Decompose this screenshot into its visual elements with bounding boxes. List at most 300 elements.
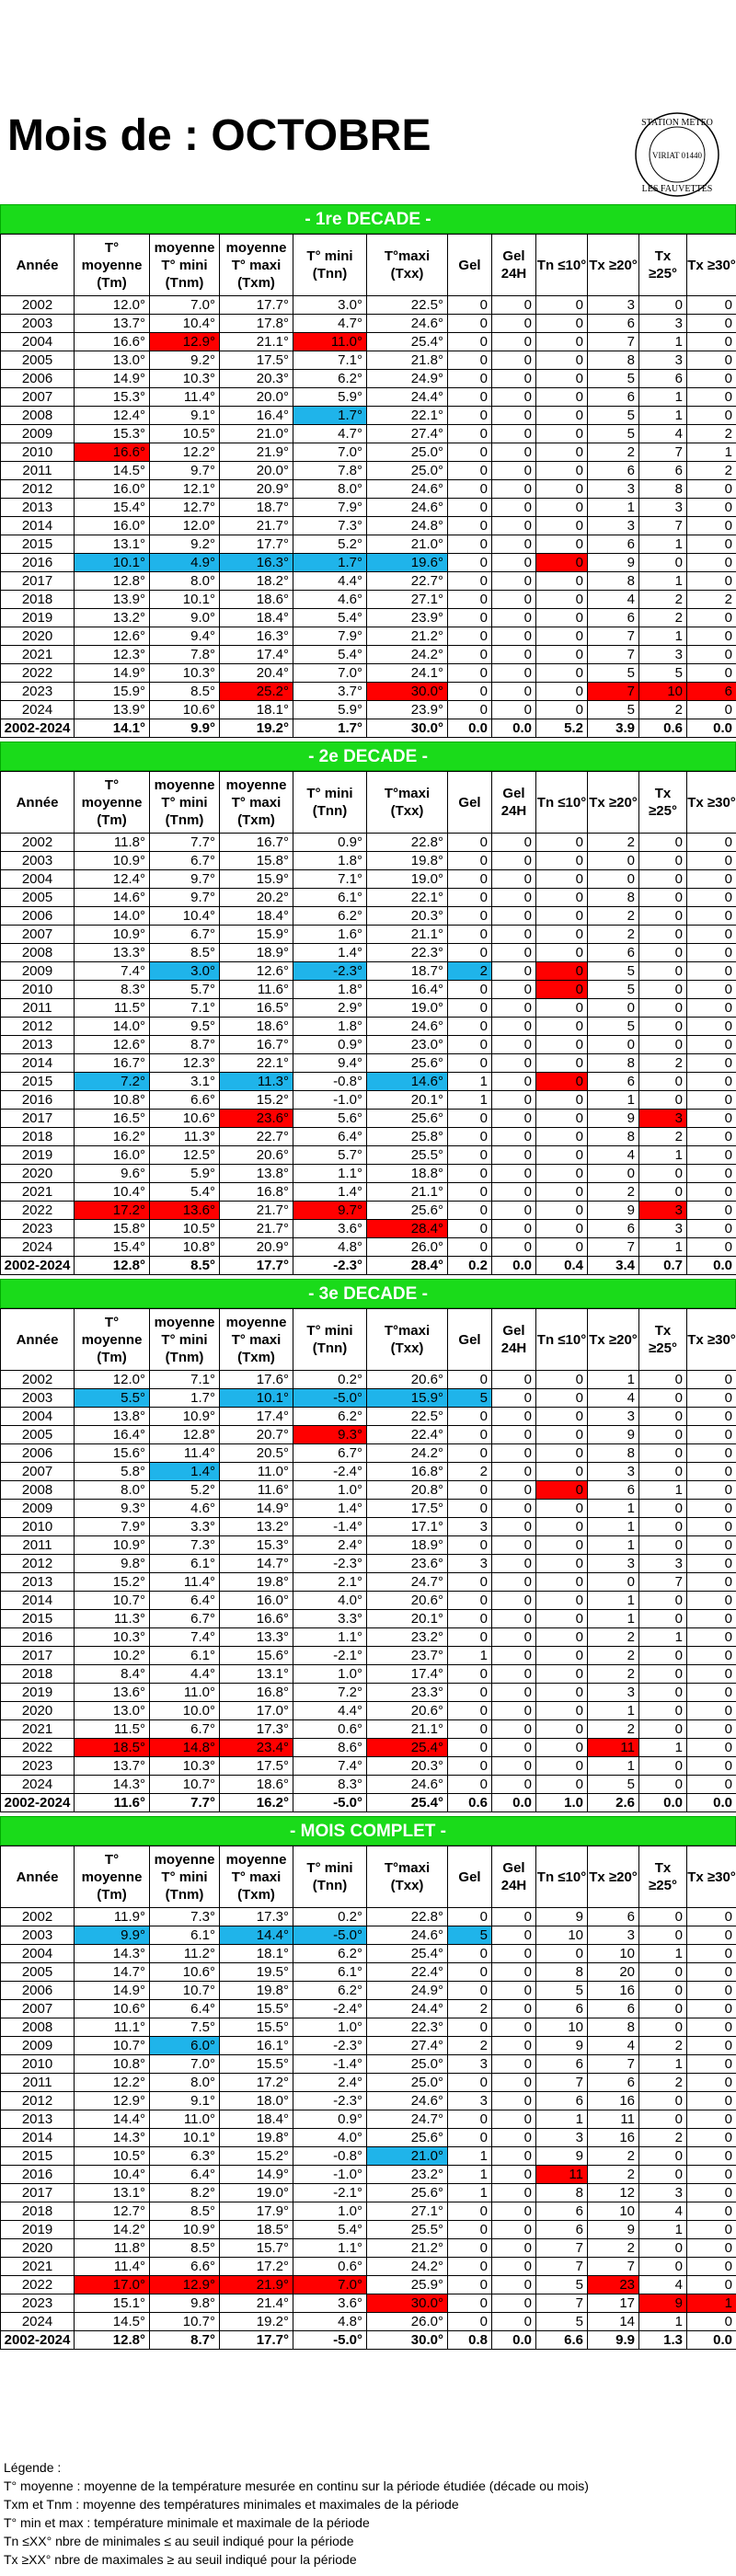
table-cell: 12.6° — [75, 627, 150, 646]
table-cell: 0 — [492, 591, 536, 609]
table-cell: 2013 — [1, 1036, 75, 1054]
table-cell: 1 — [448, 2147, 492, 2166]
table-cell: 2 — [448, 1463, 492, 1481]
table-cell: 4.0° — [293, 1592, 367, 1610]
table-cell: 0 — [448, 2313, 492, 2331]
table-cell: 0 — [687, 1073, 736, 1091]
table-cell: 0 — [536, 627, 588, 646]
table-cell: 1 — [639, 388, 687, 407]
table-cell: 21.0° — [367, 535, 448, 554]
table-cell: 0 — [639, 999, 687, 1018]
table-cell: 24.6° — [367, 1018, 448, 1036]
table-cell: 8 — [588, 351, 639, 370]
table-cell: 0 — [448, 1036, 492, 1054]
summary-cell: 1.3 — [639, 2331, 687, 2350]
summary-cell: 1.7° — [293, 719, 367, 738]
table-cell: 6.1° — [293, 1963, 367, 1982]
table-cell: 0 — [639, 1757, 687, 1776]
table-cell: 0 — [492, 2018, 536, 2037]
table-cell: 0 — [687, 1592, 736, 1610]
table-cell: -2.1° — [293, 2184, 367, 2202]
table-cell: 0 — [536, 443, 588, 462]
table-cell: 20.5° — [220, 1444, 293, 1463]
table-cell: 2024 — [1, 1238, 75, 1257]
table-cell: 3 — [536, 2129, 588, 2147]
table-cell: 0 — [639, 1408, 687, 1426]
table-cell: 8 — [588, 1128, 639, 1146]
table-cell: 3 — [639, 646, 687, 664]
column-header: T° mini (Tnn) — [293, 1846, 367, 1908]
table-cell: 1 — [639, 2055, 687, 2074]
table-cell: 15.6° — [75, 1444, 150, 1463]
table-cell: 0 — [639, 1776, 687, 1794]
table-cell: 0 — [536, 852, 588, 870]
table-row — [1, 407, 736, 425]
table-cell: 0 — [448, 1165, 492, 1183]
table-cell: 0 — [687, 1702, 736, 1720]
table-cell: 26.0° — [367, 1238, 448, 1257]
table-cell: 0 — [536, 1536, 588, 1555]
table-cell: 0 — [639, 2166, 687, 2184]
table-cell: 2008 — [1, 2018, 75, 2037]
table-cell: 0 — [448, 2074, 492, 2092]
table-cell: 0 — [687, 2258, 736, 2276]
table-row — [1, 1610, 736, 1628]
table-cell: 6 — [536, 2221, 588, 2239]
summary-cell: 30.0° — [367, 2331, 448, 2350]
table-row — [1, 2110, 736, 2129]
table-cell: 10.1° — [150, 591, 220, 609]
table-cell: 0 — [492, 1036, 536, 1054]
table-cell: 3 — [639, 499, 687, 517]
table-cell: 3 — [639, 1110, 687, 1128]
table-cell: 0 — [687, 388, 736, 407]
column-header: moyenne T° mini (Tnm) — [150, 1309, 220, 1371]
column-header: Tx ≥30° — [687, 772, 736, 834]
column-header: Année — [1, 1309, 75, 1371]
table-cell: 1.4° — [293, 1500, 367, 1518]
table-cell: 0 — [492, 1054, 536, 1073]
table-cell: 7 — [536, 2294, 588, 2313]
table-cell: 0 — [639, 1684, 687, 1702]
table-cell: 0 — [639, 1073, 687, 1091]
table-cell: 18.5° — [75, 1739, 150, 1757]
column-header: Année — [1, 1846, 75, 1908]
table-cell: 24.7° — [367, 2110, 448, 2129]
table-cell: 6 — [536, 2000, 588, 2018]
table-cell: 18.0° — [220, 2092, 293, 2110]
table-cell: 17.2° — [75, 1202, 150, 1220]
table-cell: 1 — [448, 1073, 492, 1091]
table-row — [1, 2313, 736, 2331]
table-cell: 12.8° — [150, 1426, 220, 1444]
table-cell: 22.7° — [367, 572, 448, 591]
table-cell: 13.9° — [75, 591, 150, 609]
table-cell: 16.8° — [220, 1183, 293, 1202]
table-cell: 24.2° — [367, 1444, 448, 1463]
table-cell: 16.6° — [220, 1610, 293, 1628]
table-cell: 0 — [448, 683, 492, 701]
table-cell: 3.3° — [293, 1610, 367, 1628]
table-cell: 1 — [687, 2294, 736, 2313]
table-cell: 12.6° — [220, 962, 293, 981]
table-cell: 0 — [448, 1220, 492, 1238]
table-cell: 16 — [588, 2092, 639, 2110]
section-title: - 3e DECADE - — [0, 1279, 736, 1308]
table-cell: 2018 — [1, 1128, 75, 1146]
table-cell: 2002 — [1, 296, 75, 315]
table-cell: 11.0° — [150, 1684, 220, 1702]
table-cell: 21.1° — [367, 1720, 448, 1739]
column-header: moyenne T° mini (Tnm) — [150, 235, 220, 296]
table-row — [1, 834, 736, 852]
table-row — [1, 664, 736, 683]
table-cell: 22.3° — [367, 2018, 448, 2037]
column-header: T°maxi (Txx) — [367, 235, 448, 296]
table-cell: 5 — [588, 981, 639, 999]
table-cell: 0 — [492, 1702, 536, 1720]
table-cell: 3 — [588, 296, 639, 315]
table-cell: 22.5° — [367, 1408, 448, 1426]
table-cell: 0 — [536, 962, 588, 981]
table-cell: 13.0° — [75, 351, 150, 370]
table-cell: 2016 — [1, 2166, 75, 2184]
table-cell: 0 — [448, 646, 492, 664]
table-cell: 16.7° — [220, 1036, 293, 1054]
summary-cell: 0.6 — [639, 719, 687, 738]
table-cell: 0 — [588, 870, 639, 889]
legend-line: Txm et Tnm : moyenne des températures minimales et maximales de la période — [4, 2497, 459, 2512]
table-cell: 2 — [588, 1628, 639, 1647]
table-cell: 18.7° — [367, 962, 448, 981]
table-cell: 16 — [588, 1982, 639, 2000]
table-cell: 2 — [588, 2239, 639, 2258]
table-cell: 2023 — [1, 683, 75, 701]
table-cell: 6 — [588, 1908, 639, 1926]
summary-cell: 0.4 — [536, 1257, 588, 1275]
table-cell: 10.9° — [75, 1536, 150, 1555]
column-header: Tn ≤10° — [536, 235, 588, 296]
table-cell: 0 — [492, 1647, 536, 1665]
table-cell: 0 — [687, 907, 736, 926]
table-cell: 5 — [536, 1982, 588, 2000]
table-cell: 0 — [448, 2129, 492, 2147]
table-cell: 0 — [492, 2184, 536, 2202]
table-cell: -1.0° — [293, 2166, 367, 2184]
table-cell: 0 — [448, 1202, 492, 1220]
table-cell: 10.9° — [150, 1408, 220, 1426]
table-cell: 0 — [536, 834, 588, 852]
table-cell: -1.4° — [293, 1518, 367, 1536]
table-cell: 2013 — [1, 499, 75, 517]
table-cell: 7.2° — [75, 1073, 150, 1091]
table-cell: 6 — [588, 1481, 639, 1500]
table-cell: 2020 — [1, 1165, 75, 1183]
table-cell: 0 — [492, 2202, 536, 2221]
summary-cell: 14.1° — [75, 719, 150, 738]
table-cell: 23.3° — [367, 1684, 448, 1702]
table-cell: 0 — [588, 999, 639, 1018]
column-header: Tx ≥20° — [588, 1846, 639, 1908]
table-cell: 23.0° — [367, 1036, 448, 1054]
table-cell: 20.0° — [220, 388, 293, 407]
table-cell: 10.0° — [150, 1702, 220, 1720]
table-cell: 25.0° — [367, 443, 448, 462]
table-cell: 6 — [536, 2055, 588, 2074]
table-cell: 18.4° — [220, 2110, 293, 2129]
table-cell: 0 — [639, 2258, 687, 2276]
table-cell: 11.8° — [75, 2239, 150, 2258]
legend-line: T° min et max : température minimale et maximale de la période — [4, 2515, 370, 2530]
table-cell: 18.6° — [220, 1776, 293, 1794]
table-cell: 17.7° — [220, 296, 293, 315]
table-cell: 15.1° — [75, 2294, 150, 2313]
table-cell: 0 — [492, 2000, 536, 2018]
table-cell: 0 — [536, 407, 588, 425]
table-cell: 9 — [536, 2037, 588, 2055]
summary-cell: 11.6° — [75, 1794, 150, 1812]
data-table — [0, 1846, 736, 2350]
table-cell: 0 — [448, 1945, 492, 1963]
table-cell: 2004 — [1, 870, 75, 889]
table-cell: 0 — [687, 1945, 736, 1963]
table-cell: 0 — [687, 499, 736, 517]
table-cell: 7.0° — [293, 664, 367, 683]
table-cell: 0 — [492, 517, 536, 535]
table-cell: 11.4° — [150, 388, 220, 407]
table-cell: 2019 — [1, 609, 75, 627]
table-cell: 0.9° — [293, 2110, 367, 2129]
table-cell: 0 — [536, 999, 588, 1018]
table-row — [1, 370, 736, 388]
table-cell: 10.6° — [150, 1110, 220, 1128]
table-cell: 3 — [448, 2092, 492, 2110]
table-row — [1, 2092, 736, 2110]
table-cell: 0 — [536, 535, 588, 554]
table-cell: 2002 — [1, 834, 75, 852]
table-cell: 11.9° — [75, 1908, 150, 1926]
table-cell: 2012 — [1, 1018, 75, 1036]
table-cell: 2 — [639, 1054, 687, 1073]
column-header: Tn ≤10° — [536, 772, 588, 834]
table-cell: 0 — [448, 1757, 492, 1776]
table-cell: 9.7° — [150, 462, 220, 480]
table-cell: 12.4° — [75, 407, 150, 425]
table-cell: 0 — [639, 907, 687, 926]
table-cell: 0 — [492, 2313, 536, 2331]
table-cell: 0 — [448, 1371, 492, 1389]
table-cell: 4.9° — [150, 554, 220, 572]
table-cell: 0 — [536, 1647, 588, 1665]
table-cell: 0 — [536, 907, 588, 926]
table-cell: 2020 — [1, 2239, 75, 2258]
table-cell: 0 — [492, 443, 536, 462]
table-cell: 2 — [687, 591, 736, 609]
table-cell: 11.3° — [220, 1073, 293, 1091]
table-cell: 6 — [588, 609, 639, 627]
table-cell: 7.8° — [293, 462, 367, 480]
table-cell: 18.6° — [220, 591, 293, 609]
table-cell: 18.4° — [220, 907, 293, 926]
table-cell: 10.1° — [220, 1389, 293, 1408]
summary-cell: 0.6 — [448, 1794, 492, 1812]
table-cell: 2005 — [1, 1426, 75, 1444]
table-cell: 0 — [492, 425, 536, 443]
table-cell: 2003 — [1, 1926, 75, 1945]
table-cell: 0 — [448, 554, 492, 572]
table-cell: 0 — [639, 2018, 687, 2037]
table-cell: 14.4° — [220, 1926, 293, 1945]
table-cell: 3 — [588, 1926, 639, 1945]
table-cell: 27.1° — [367, 591, 448, 609]
table-cell: 0 — [536, 1444, 588, 1463]
table-cell: 2.4° — [293, 1536, 367, 1555]
table-cell: 0 — [687, 315, 736, 333]
table-cell: 0 — [536, 370, 588, 388]
table-cell: 10 — [588, 1945, 639, 1963]
table-cell: 20.1° — [367, 1091, 448, 1110]
table-cell: 20.3° — [367, 907, 448, 926]
table-cell: 0 — [536, 1757, 588, 1776]
table-cell: 0 — [687, 2110, 736, 2129]
table-cell: 23.6° — [220, 1110, 293, 1128]
table-row — [1, 333, 736, 351]
table-row — [1, 2037, 736, 2055]
table-cell: 0 — [492, 1982, 536, 2000]
table-cell: 0 — [639, 962, 687, 981]
table-cell: 0 — [687, 1628, 736, 1647]
table-cell: 7.9° — [75, 1518, 150, 1536]
table-cell: 0 — [492, 370, 536, 388]
table-cell: 5.4° — [293, 646, 367, 664]
table-cell: 8 — [536, 2184, 588, 2202]
table-cell: -2.3° — [293, 1555, 367, 1573]
table-cell: 0 — [448, 1610, 492, 1628]
table-cell: 12.2° — [150, 443, 220, 462]
table-cell: 19.0° — [220, 2184, 293, 2202]
table-cell: 0 — [687, 1908, 736, 1926]
table-cell: 0 — [536, 1054, 588, 1073]
table-cell: 13.7° — [75, 1757, 150, 1776]
table-row — [1, 646, 736, 664]
table-cell: 0 — [687, 1463, 736, 1481]
table-cell: 0 — [687, 870, 736, 889]
table-cell: 0 — [492, 1500, 536, 1518]
table-cell: 0 — [492, 1776, 536, 1794]
table-cell: 0 — [536, 1110, 588, 1128]
table-cell: 2003 — [1, 1389, 75, 1408]
table-cell: 0 — [448, 1018, 492, 1036]
table-cell: 2017 — [1, 2184, 75, 2202]
table-cell: 13.1° — [75, 535, 150, 554]
table-cell: 14.4° — [75, 2110, 150, 2129]
column-header: Année — [1, 235, 75, 296]
table-cell: 3 — [448, 2055, 492, 2074]
table-cell: 18.7° — [220, 499, 293, 517]
table-cell: 0 — [448, 926, 492, 944]
table-cell: 16.0° — [220, 1592, 293, 1610]
table-cell: 2011 — [1, 462, 75, 480]
table-cell: 5.4° — [293, 2221, 367, 2239]
table-cell: 9 — [536, 2147, 588, 2166]
table-cell: 12.1° — [150, 480, 220, 499]
column-header: moyenne T° maxi (Txm) — [220, 1846, 293, 1908]
table-cell: 18.6° — [220, 1018, 293, 1036]
table-row — [1, 852, 736, 870]
table-cell: 0 — [492, 2239, 536, 2258]
table-cell: 10.9° — [75, 926, 150, 944]
table-cell: 5 — [588, 425, 639, 443]
table-cell: 13.7° — [75, 315, 150, 333]
table-cell: 27.1° — [367, 2202, 448, 2221]
table-cell: 6.6° — [150, 1091, 220, 1110]
table-cell: 5 — [448, 1926, 492, 1945]
summary-cell: 0.0 — [492, 2331, 536, 2350]
table-cell: 9.8° — [75, 1555, 150, 1573]
table-cell: 2022 — [1, 1202, 75, 1220]
table-cell: 14.6° — [367, 1073, 448, 1091]
table-cell: 0 — [536, 1036, 588, 1054]
table-cell: 11.0° — [220, 1463, 293, 1481]
table-cell: 3.0° — [150, 962, 220, 981]
table-cell: 2.4° — [293, 2074, 367, 2092]
table-row — [1, 572, 736, 591]
table-cell: 13.3° — [220, 1628, 293, 1647]
table-cell: 17.5° — [220, 351, 293, 370]
table-cell: 1 — [639, 2221, 687, 2239]
table-cell: 25.9° — [367, 2276, 448, 2294]
table-cell: 25.6° — [367, 2184, 448, 2202]
table-row — [1, 443, 736, 462]
table-cell: 8 — [588, 889, 639, 907]
table-cell: 8.0° — [293, 480, 367, 499]
table-cell: 25.0° — [367, 462, 448, 480]
column-header: T° mini (Tnn) — [293, 1309, 367, 1371]
table-cell: 5 — [588, 962, 639, 981]
table-cell: 0 — [639, 1165, 687, 1183]
table-cell: 6 — [588, 2074, 639, 2092]
table-cell: 6.1° — [150, 1926, 220, 1945]
table-cell: 0 — [536, 1739, 588, 1757]
table-cell: 6.6° — [150, 2258, 220, 2276]
table-cell: 24.6° — [367, 1776, 448, 1794]
table-cell: 24.6° — [367, 480, 448, 499]
table-cell: 20.9° — [220, 480, 293, 499]
table-cell: 0 — [687, 1220, 736, 1238]
table-cell: 4.8° — [293, 2313, 367, 2331]
table-cell: 19.8° — [220, 1982, 293, 2000]
table-cell: 0 — [492, 907, 536, 926]
table-cell: 8 — [588, 1444, 639, 1463]
table-cell: 0 — [492, 315, 536, 333]
table-cell: 15.2° — [75, 1573, 150, 1592]
table-cell: 0 — [687, 1555, 736, 1573]
table-cell: 3.6° — [293, 1220, 367, 1238]
table-cell: 3 — [448, 1555, 492, 1573]
table-cell: 4.7° — [293, 425, 367, 443]
summary-cell: 28.4° — [367, 1257, 448, 1275]
table-cell: 0 — [687, 572, 736, 591]
table-cell: 25.6° — [367, 1202, 448, 1220]
table-cell: 6.4° — [150, 2166, 220, 2184]
table-cell: 2020 — [1, 1702, 75, 1720]
table-cell: 0 — [536, 351, 588, 370]
table-cell: 0 — [687, 2018, 736, 2037]
table-row — [1, 462, 736, 480]
table-cell: 10.7° — [150, 1982, 220, 2000]
table-cell: 0.6° — [293, 2258, 367, 2276]
table-cell: 4.6° — [293, 591, 367, 609]
